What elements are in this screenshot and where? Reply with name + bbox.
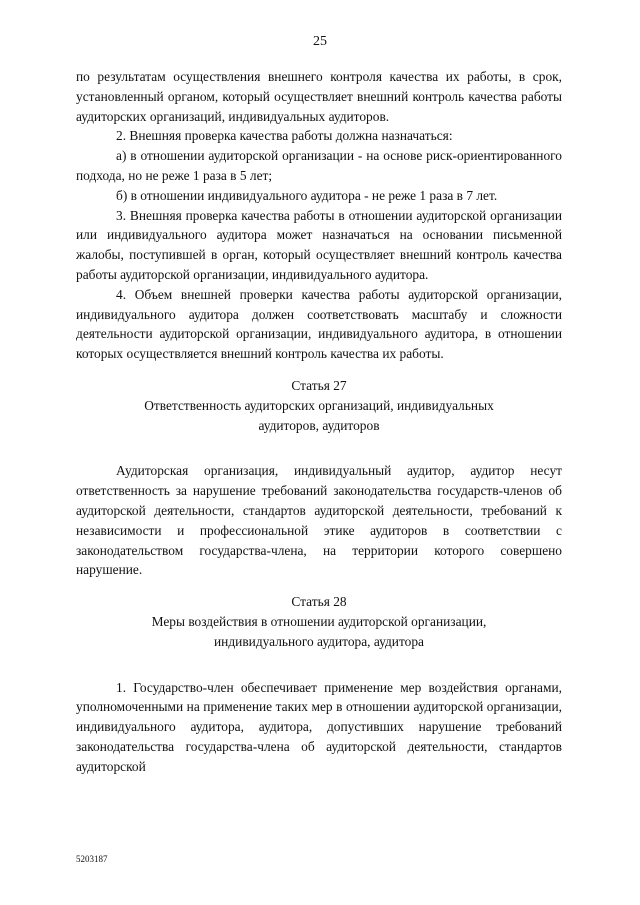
paragraph-item-3: 3. Внешняя проверка качества работы в отношении аудиторской организации или индивидуального аудитора может назначаться на основании письменной жалобы, поступившей в орган, который осуществляет внешний контроль качества работы аудиторской организации, индивидуального аудитора. — [76, 207, 562, 282]
article-27-title-line-1: Ответственность аудиторских организаций, индивидуальных — [144, 397, 494, 413]
page-number: 25 — [313, 34, 327, 49]
article-27-number: Статья 27 — [291, 377, 347, 393]
paragraph-subitem-b: б) в отношении индивидуального аудитора - не реже 1 раза в 7 лет. — [116, 187, 498, 203]
paragraph-subitem-a: а) в отношении аудиторской организации - на основе риск-ориентированного подхода, но не реже 1 раза в 5 лет; — [76, 148, 562, 183]
document-body — [76, 67, 562, 777]
article-28-number: Статья 28 — [291, 594, 347, 610]
article-28-text: 1. Государство-член обеспечивает применение мер воздействия органами, уполномоченными на применение таких мер в отношении аудиторской организации, индивидуального аудитора, аудитора, допустивших нарушение требований законодательства государства-члена об аудиторской деятельности, стандартов аудиторской — [76, 679, 562, 774]
article-27-title-line-2: аудиторов, аудиторов — [258, 417, 380, 433]
paragraph-item-4: 4. Объем внешней проверки качества работы аудиторской организации, индивидуального аудитора должен соответствовать масштабу и сложности деятельности аудиторской организации, индивидуального аудитора, в отношении которых осуществляется внешний контроль качества их работы. — [76, 286, 562, 362]
article-28-title-line-2: индивидуального аудитора, аудитора — [214, 633, 424, 649]
paragraph-continuation: по результатам осуществления внешнего контроля качества их работы, в срок, установленный органом, который осуществляет внешний контроль качества работы аудиторских организаций, индивидуальных аудиторов. — [76, 69, 562, 124]
article-27-text: Аудиторская организация, индивидуальный аудитор, аудитор несут ответственность за нарушение требований законодательства государств-членов об аудиторской деятельности, стандартов аудиторской деятельности, требований к независимости и профессиональной этике аудиторов в соответствии с законодательством государства-члена, на территории которого совершено нарушение. — [76, 463, 562, 578]
document-code: 5203187 — [76, 854, 108, 864]
article-28-title-line-1: Меры воздействия в отношении аудиторской организации, — [151, 613, 487, 629]
paragraph-item-2: 2. Внешняя проверка качества работы должна назначаться: — [116, 128, 453, 144]
